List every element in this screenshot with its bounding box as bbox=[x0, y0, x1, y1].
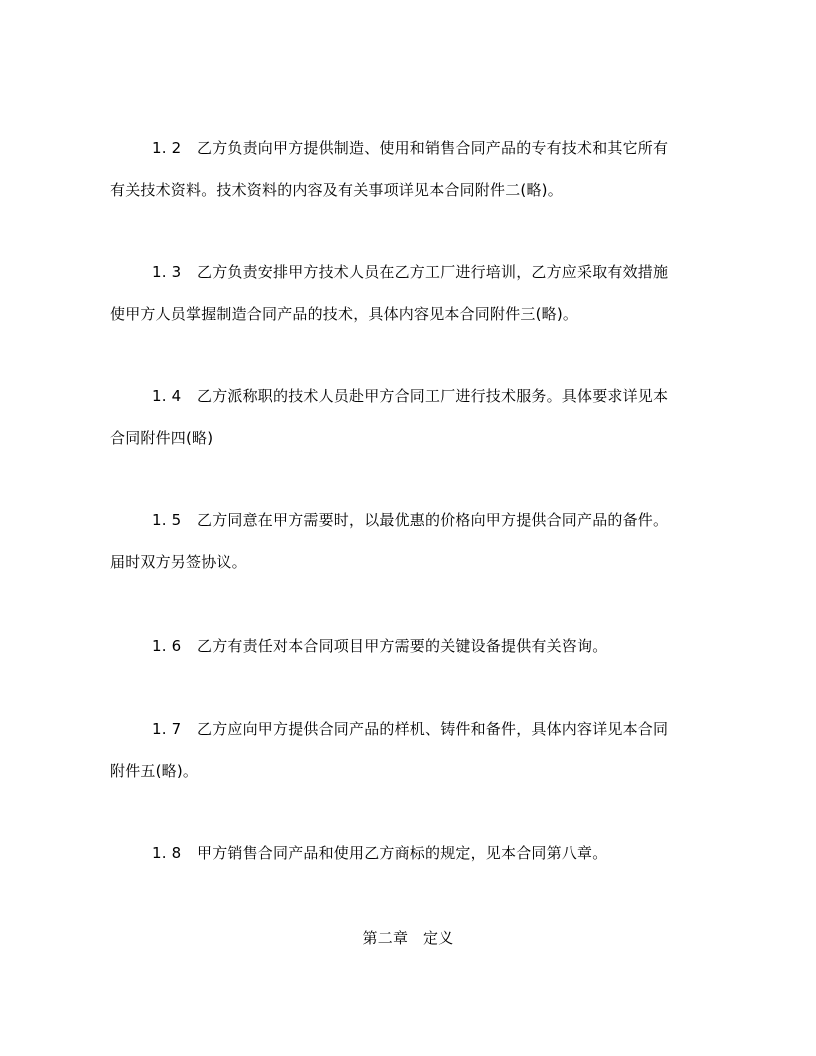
clause-continuation: 附件五(略)。 bbox=[110, 762, 199, 780]
clause-continuation: 使甲方人员掌握制造合同产品的技术，具体内容见本合同附件三(略)。 bbox=[110, 305, 579, 323]
clause-number: 1. 8 bbox=[152, 844, 182, 862]
clause-text: 乙方派称职的技术人员赴甲方合同工厂进行技术服务。具体要求详见本 bbox=[197, 387, 669, 405]
clause-continuation: 届时双方另签协议。 bbox=[110, 553, 247, 571]
clause-text: 乙方有责任对本合同项目甲方需要的关键设备提供有关咨询。 bbox=[197, 637, 608, 655]
clause-first-line bbox=[110, 127, 700, 169]
clause-1-8 bbox=[110, 832, 700, 874]
clause-number: 1. 5 bbox=[152, 511, 182, 529]
clause-text: 甲方销售合同产品和使用乙方商标的规定，见本合同第八章。 bbox=[197, 844, 608, 862]
clause-number: 1. 7 bbox=[152, 720, 182, 738]
clause-number: 1. 2 bbox=[152, 139, 182, 157]
clause-text: 乙方负责向甲方提供制造、使用和销售合同产品的专有技术和其它所有 bbox=[197, 139, 669, 157]
clause-1-6 bbox=[110, 625, 700, 667]
clause-text: 乙方同意在甲方需要时，以最优惠的价格向甲方提供合同产品的备件。 bbox=[197, 511, 669, 529]
clause-text: 乙方负责安排甲方技术人员在乙方工厂进行培训，乙方应采取有效措施 bbox=[197, 263, 669, 281]
clause-number: 1. 6 bbox=[152, 637, 182, 655]
clause-1-7 bbox=[110, 708, 700, 792]
clause-number: 1. 3 bbox=[152, 263, 182, 281]
clause-first-line bbox=[110, 375, 700, 417]
clause-1-3 bbox=[110, 251, 700, 335]
clause-first-line bbox=[110, 832, 700, 874]
clause-text: 乙方应向甲方提供合同产品的样机、铸件和备件，具体内容详见本合同 bbox=[197, 720, 669, 738]
clause-first-line bbox=[110, 499, 700, 541]
clause-continuation: 合同附件四(略) bbox=[110, 429, 214, 447]
clause-first-line bbox=[110, 625, 700, 667]
clause-1-2 bbox=[110, 127, 700, 211]
clause-1-5 bbox=[110, 499, 700, 583]
clause-continuation: 有关技术资料。技术资料的内容及有关事项详见本合同附件二(略)。 bbox=[110, 181, 563, 199]
clause-first-line bbox=[110, 708, 700, 750]
clause-first-line bbox=[110, 251, 700, 293]
chapter-heading: 第二章 定义 bbox=[362, 929, 454, 947]
clause-1-4 bbox=[110, 375, 700, 459]
clause-number: 1. 4 bbox=[152, 387, 182, 405]
